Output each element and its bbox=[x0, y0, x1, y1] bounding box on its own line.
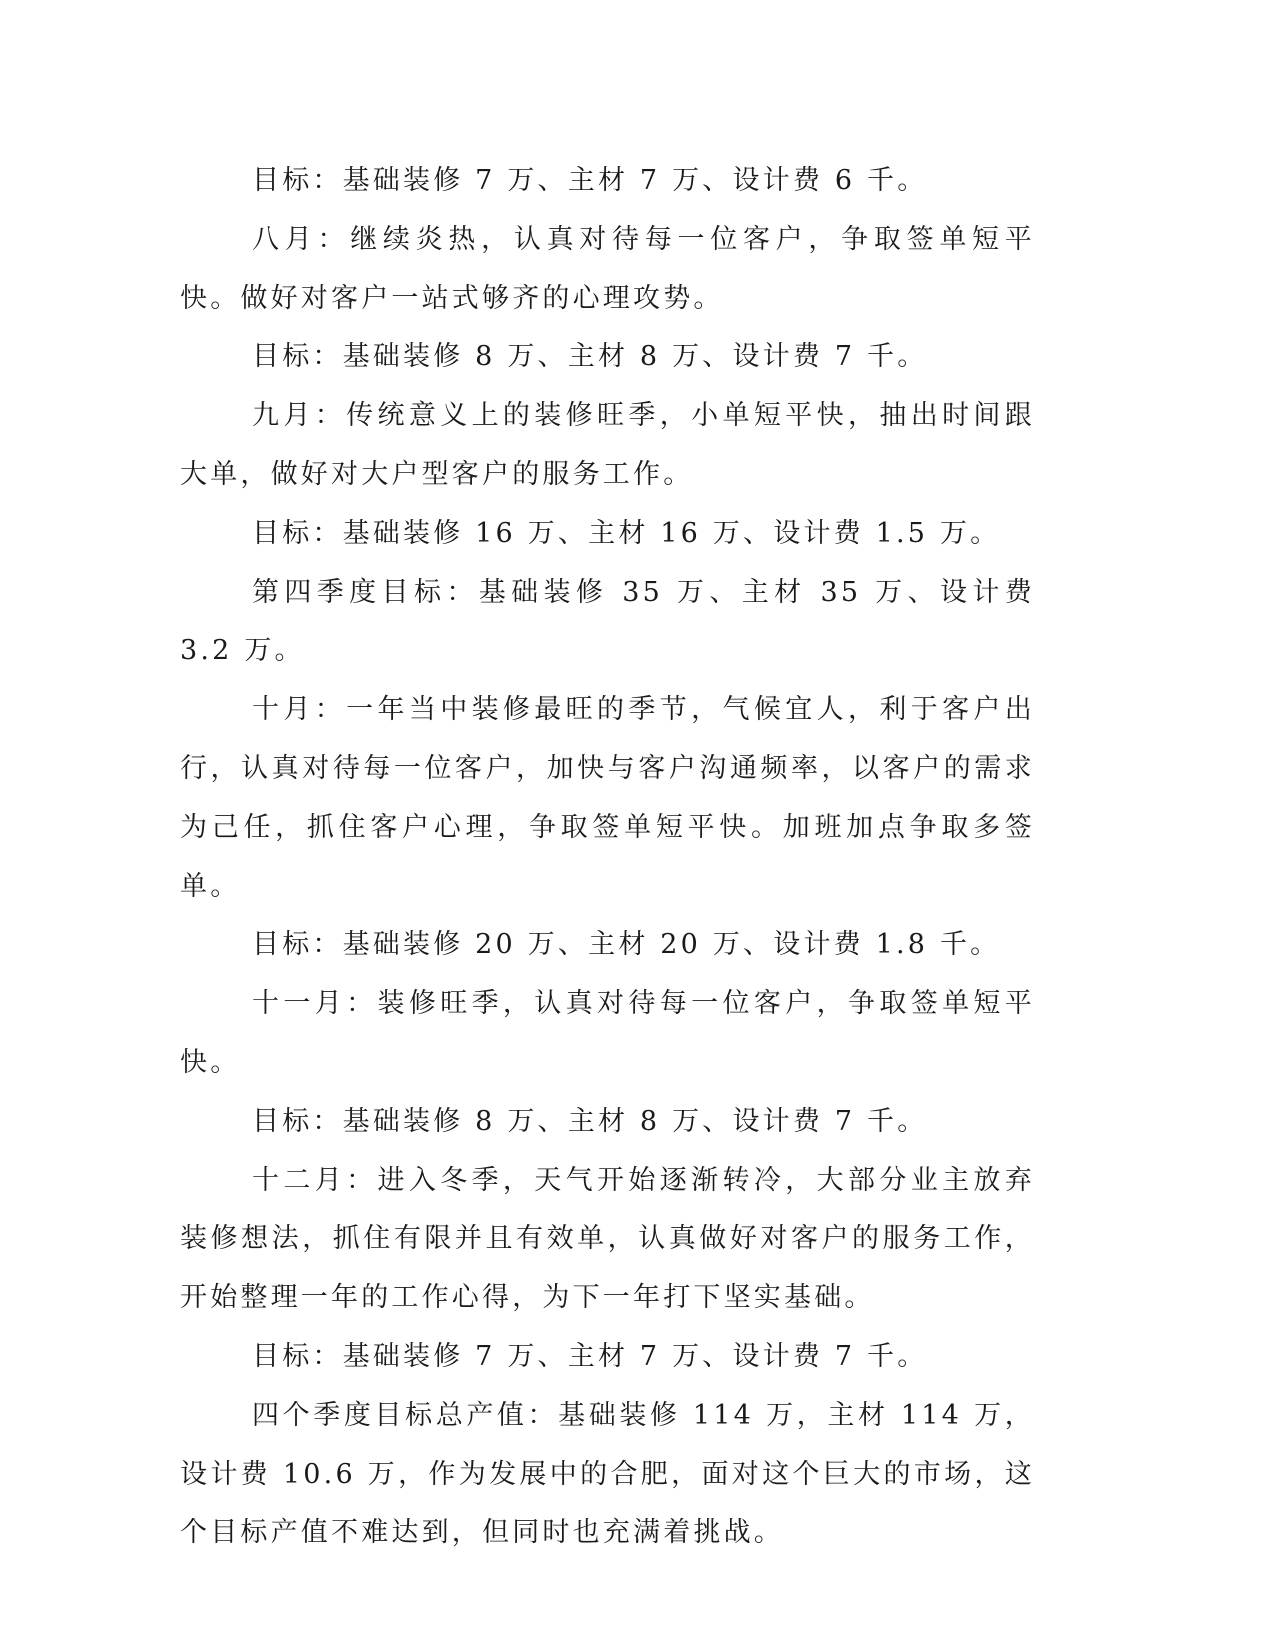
paragraph-q4-target: 第四季度目标：基础装修 35 万、主材 35 万、设计费 3.2 万。 bbox=[180, 576, 1035, 667]
paragraph-december: 十二月：进入冬季，天气开始逐渐转冷，大部分业主放弃装修想法，抓住有限并且有效单，认真做好对客户的服务工作，开始整理一年的工作心得，为下一年打下坚实基础。 bbox=[180, 1164, 1035, 1314]
paragraph-target-december: 目标：基础装修 7 万、主材 7 万、设计费 7 千。 bbox=[252, 1340, 928, 1372]
paragraph-target-september: 目标：基础装修 16 万、主材 16 万、设计费 1.5 万。 bbox=[252, 517, 1001, 549]
document-body bbox=[180, 152, 1035, 1563]
paragraph-target-october: 目标：基础装修 20 万、主材 20 万、设计费 1.8 千。 bbox=[252, 929, 1001, 961]
paragraph-august: 八月：继续炎热，认真对待每一位客户，争取签单短平快。做好对客户一站式够齐的心理攻势。 bbox=[180, 223, 1035, 314]
paragraph-october: 十月：一年当中装修最旺的季节，气候宜人，利于客户出行，认真对待每一位客户，加快与客户沟通频率，以客户的需求为己任，抓住客户心理，争取签单短平快。加班加点争取多签单。 bbox=[180, 694, 1035, 902]
paragraph-annual-total: 四个季度目标总产值：基础装修 114 万，主材 114 万，设计费 10.6 万，作为发展中的合肥，面对这个巨大的市场，这个目标产值不难达到，但同时也充满着挑战。 bbox=[180, 1399, 1035, 1549]
paragraph-target-july: 目标：基础装修 7 万、主材 7 万、设计费 6 千。 bbox=[252, 165, 928, 196]
paragraph-target-august: 目标：基础装修 8 万、主材 8 万、设计费 7 千。 bbox=[252, 341, 928, 373]
paragraph-november: 十一月：装修旺季，认真对待每一位客户，争取签单短平快。 bbox=[180, 988, 1035, 1078]
paragraph-september: 九月：传统意义上的装修旺季，小单短平快，抽出时间跟大单，做好对大户型客户的服务工作。 bbox=[180, 400, 1035, 490]
paragraph-target-november: 目标：基础装修 8 万、主材 8 万、设计费 7 千。 bbox=[252, 1105, 928, 1137]
